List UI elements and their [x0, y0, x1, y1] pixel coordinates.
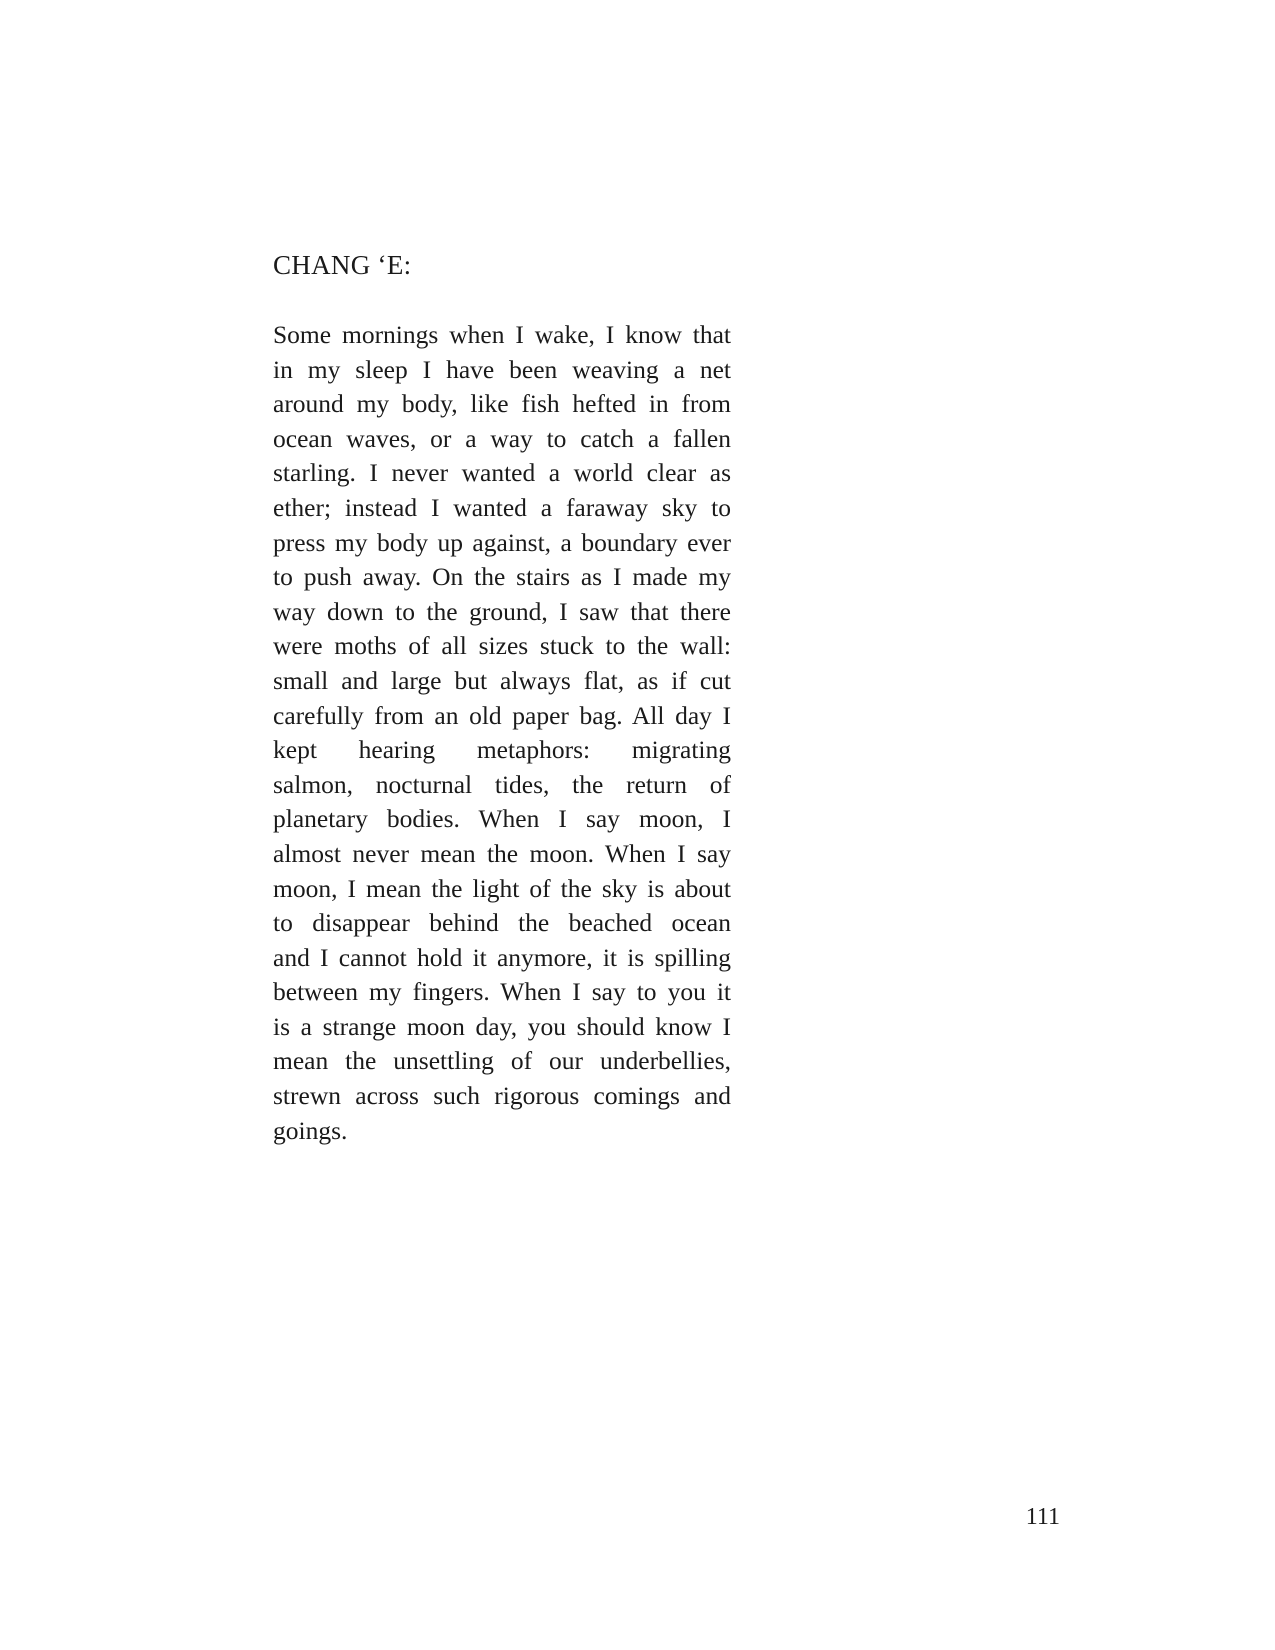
text-line: goings. — [273, 1115, 348, 1145]
text-line: were moths of all sizes stuck to the wall: — [273, 631, 731, 661]
text-line: carefully from an old paper bag. All day I — [273, 700, 731, 730]
text-line: press my body up against, a boundary ever — [273, 527, 731, 557]
text-line: to push away. On the stairs as I made my — [273, 562, 731, 592]
text-line: between my fingers. When I say to you it — [273, 977, 731, 1007]
text-line: ocean waves, or a way to catch a fallen — [273, 423, 731, 453]
page-number: 111 — [1025, 1504, 1060, 1530]
text-line: salmon, nocturnal tides, the return of — [273, 769, 731, 799]
text-line: Some mornings when I wake, I know that — [273, 320, 731, 349]
text-line: moon, I mean the light of the sky is about — [273, 873, 731, 903]
text-line: mean the unsettling of our underbellies, — [273, 1046, 731, 1076]
text-line: small and large but always flat, as if cut — [273, 665, 731, 695]
text-line: to disappear behind the beached ocean — [273, 908, 731, 938]
text-line: kept hearing metaphors: migrating — [273, 735, 731, 765]
text-line: around my body, like fish hefted in from — [273, 389, 731, 419]
poem-title: CHANG ‘E: — [273, 250, 412, 280]
text-line: strewn across such rigorous comings and — [273, 1081, 731, 1111]
text-line: planetary bodies. When I say moon, I — [273, 804, 731, 834]
text-line: in my sleep I have been weaving a net — [273, 354, 731, 384]
text-line: is a strange moon day, you should know I — [273, 1011, 731, 1041]
text-line: almost never mean the moon. When I say — [273, 838, 731, 868]
text-line: way down to the ground, I saw that there — [273, 596, 731, 626]
text-line: and I cannot hold it anymore, it is spilling — [273, 942, 731, 972]
prose-poem-body — [273, 318, 731, 1148]
text-line: starling. I never wanted a world clear as — [273, 458, 731, 488]
text-line: ether; instead I wanted a faraway sky to — [273, 492, 731, 522]
